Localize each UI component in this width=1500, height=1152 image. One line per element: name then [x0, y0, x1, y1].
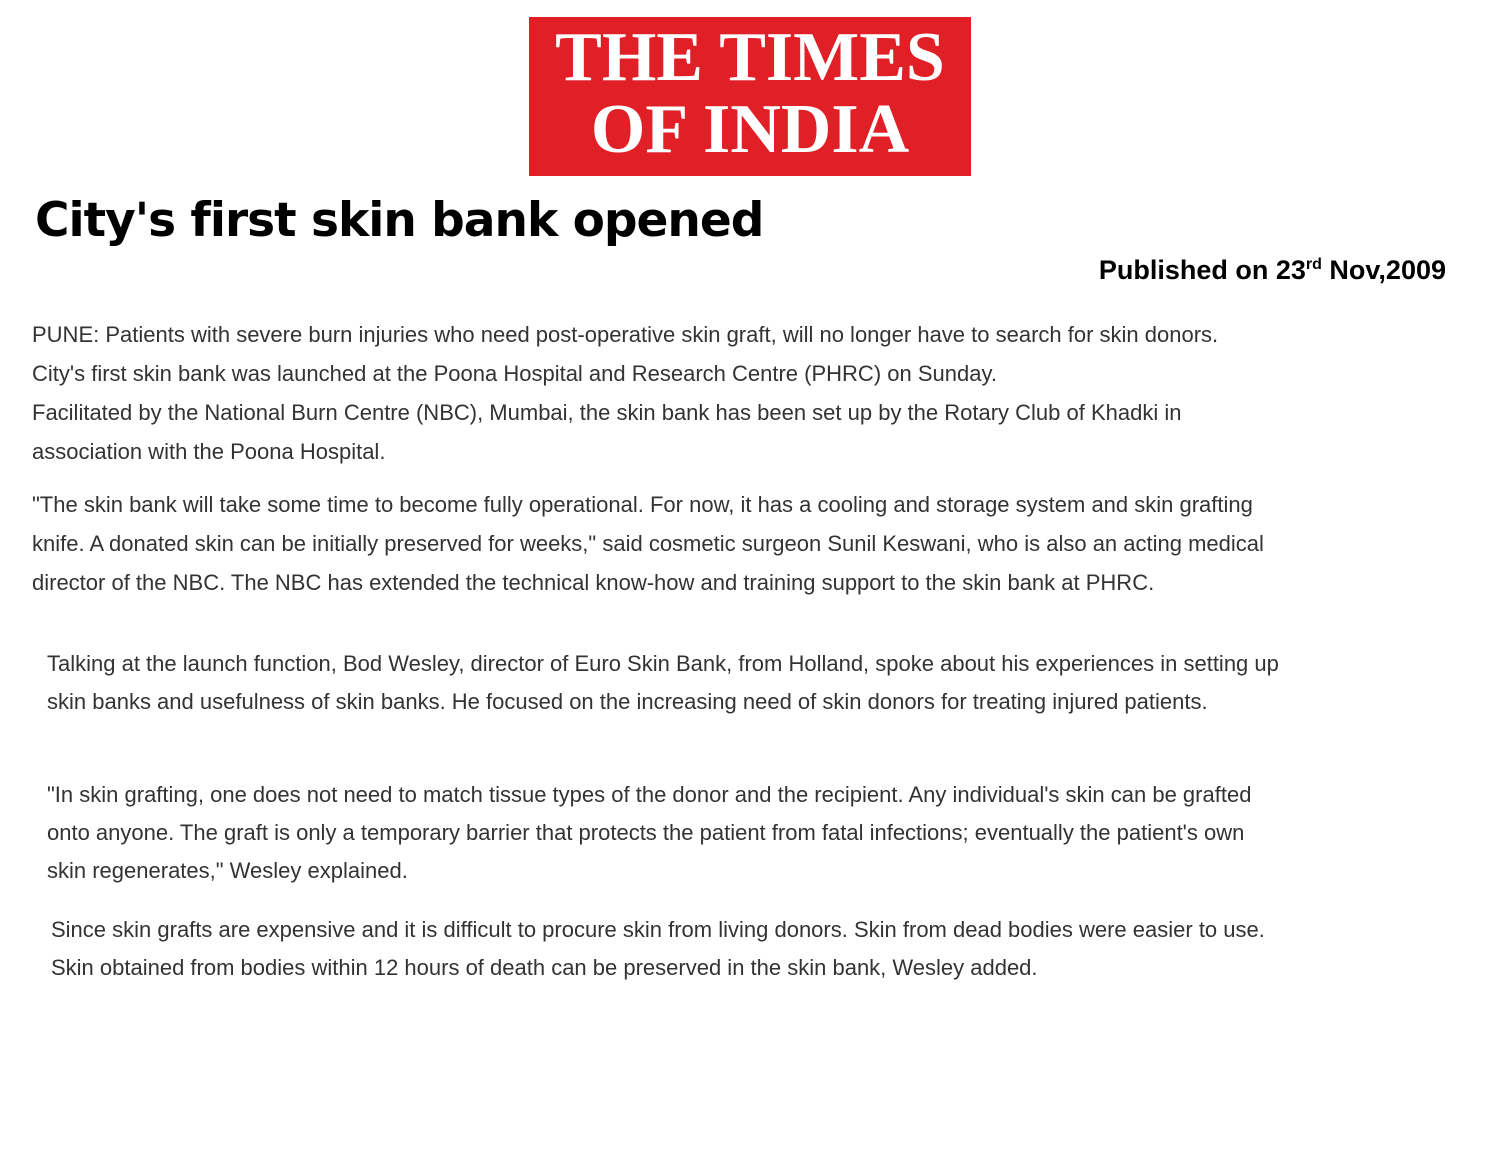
- paragraph-line: association with the Poona Hospital.: [32, 439, 386, 464]
- article-paragraph-4: [47, 776, 1251, 890]
- newspaper-logo: [529, 17, 971, 176]
- paragraph-line: Since skin grafts are expensive and it is difficult to procure skin from living donors. Skin from dead bodies were easier to use.: [51, 917, 1265, 942]
- paragraph-line: City's first skin bank was launched at the Poona Hospital and Research Centre (PHRC) on Sunday.: [32, 361, 997, 386]
- article-paragraph-1: [32, 315, 1218, 471]
- logo-line-2: OF INDIA: [590, 91, 910, 168]
- paragraph-line: onto anyone. The graft is only a temporary barrier that protects the patient from fatal infections; eventually the patient's own: [47, 820, 1245, 845]
- article-paragraph-3: [47, 645, 1279, 721]
- paragraph-line: skin banks and usefulness of skin banks. He focused on the increasing need of skin donors for treating injured patients.: [47, 689, 1208, 714]
- published-date-rest: Nov,2009: [1321, 255, 1446, 285]
- article-headline: City's first skin bank opened: [35, 193, 764, 248]
- paragraph-line: "The skin bank will take some time to become fully operational. For now, it has a cooling and storage system and skin grafting: [32, 492, 1253, 517]
- article-paragraph-5: [51, 911, 1265, 987]
- publication-date: [1099, 254, 1446, 286]
- paragraph-line: skin regenerates," Wesley explained.: [47, 858, 408, 883]
- logo-line-1: THE TIMES: [555, 19, 945, 96]
- published-ordinal-suffix: rd: [1305, 256, 1322, 273]
- paragraph-line: Talking at the launch function, Bod Wesley, director of Euro Skin Bank, from Holland, spoke about his experiences in setting up: [47, 651, 1279, 676]
- paragraph-line: director of the NBC. The NBC has extended the technical know-how and training support to the skin bank at PHRC.: [32, 570, 1155, 595]
- paragraph-line: Skin obtained from bodies within 12 hours of death can be preserved in the skin bank, Wesley added.: [51, 955, 1038, 980]
- paragraph-line: "In skin grafting, one does not need to match tissue types of the donor and the recipient. Any individual's skin can be grafted: [47, 782, 1252, 807]
- published-prefix: Published on 23: [1098, 255, 1306, 285]
- paragraph-line: knife. A donated skin can be initially preserved for weeks," said cosmetic surgeon Sunil Keswani, who is also an acting medical: [32, 531, 1264, 556]
- paragraph-line: PUNE: Patients with severe burn injuries who need post-operative skin graft, will no longer have to search for skin donors.: [32, 322, 1219, 347]
- article-paragraph-2: [32, 485, 1264, 602]
- paragraph-line: Facilitated by the National Burn Centre (NBC), Mumbai, the skin bank has been set up by the Rotary Club of Khadki in: [32, 400, 1182, 425]
